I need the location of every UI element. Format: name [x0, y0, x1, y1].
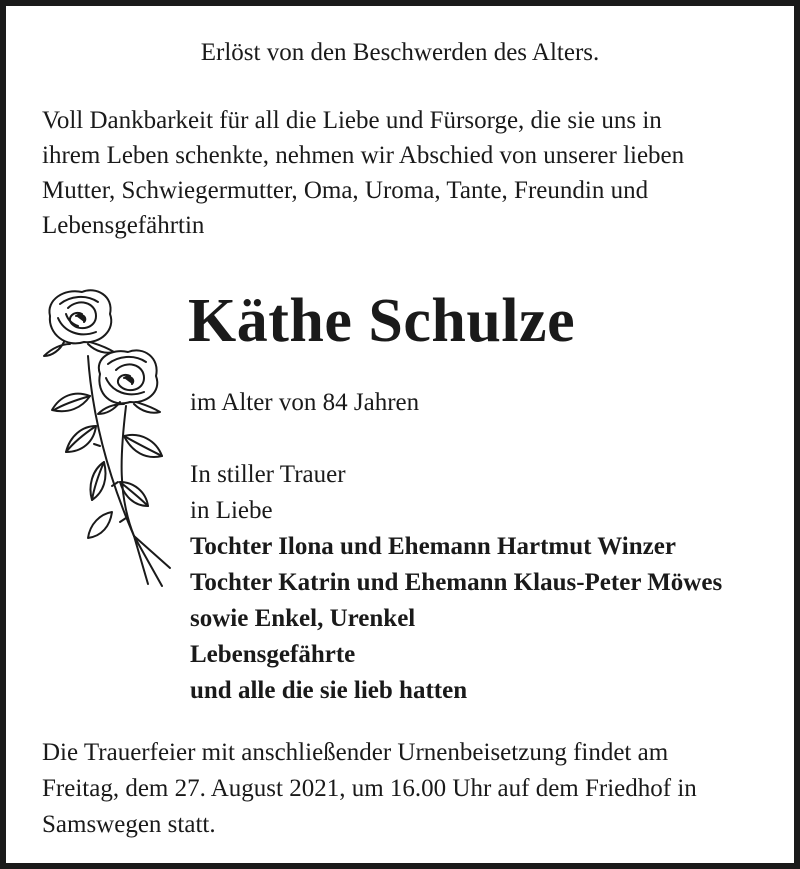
age-line: im Alter von 84 Jahren: [190, 389, 420, 416]
intro-line: Lebensgefährtin: [42, 212, 205, 239]
funeral-line: Freitag, dem 27. August 2021, um 16.00 Uhr auf dem Friedhof in: [42, 775, 697, 802]
intro-line: Voll Dankbarkeit für all die Liebe und Fürsorge, die sie uns in: [42, 107, 662, 134]
intro-line: ihrem Leben schenkte, nehmen wir Abschied von unserer lieben: [42, 142, 685, 169]
mourner-name: und alle die sie lieb hatten: [190, 677, 468, 704]
mourners-line: In stiller Trauer: [190, 461, 346, 488]
rose-illustration-icon: [30, 286, 180, 588]
motto: Erlöst von den Beschwerden des Alters.: [200, 39, 600, 66]
mourner-name: Tochter Katrin und Ehemann Klaus-Peter Möwes: [190, 569, 723, 596]
intro-paragraph: [42, 103, 770, 243]
mourners-line: in Liebe: [190, 497, 273, 524]
mourner-name: sowie Enkel, Urenkel: [190, 605, 416, 632]
funeral-line: Samswegen statt.: [42, 811, 216, 838]
intro-line: Mutter, Schwiegermutter, Oma, Uroma, Tante, Freundin und: [42, 177, 649, 204]
mourners-list: [190, 457, 722, 709]
mourner-name: Tochter Ilona und Ehemann Hartmut Winzer: [190, 533, 676, 560]
funeral-details: [42, 735, 774, 843]
deceased-name: Käthe Schulze: [188, 287, 576, 355]
funeral-line: Die Trauerfeier mit anschließender Urnenbeisetzung findet am: [42, 739, 669, 766]
mourner-name: Lebensgefährte: [190, 641, 356, 668]
